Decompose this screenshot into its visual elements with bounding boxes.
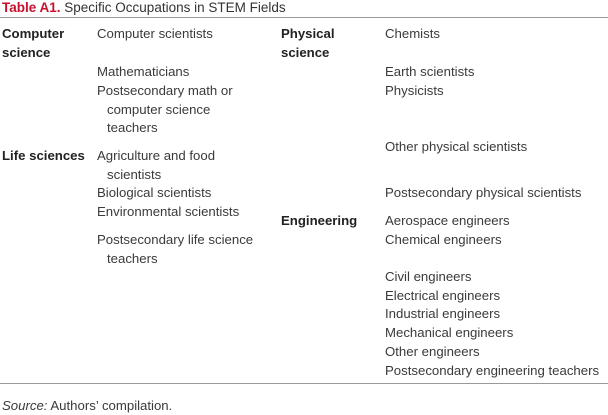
occupation-line: Chemists	[385, 26, 440, 41]
occupation-line: Physicists	[385, 83, 444, 98]
table-title: Specific Occupations in STEM Fields	[64, 0, 286, 15]
occupation-line: scientists	[107, 166, 162, 182]
occupation-line: Other engineers	[385, 344, 480, 359]
occupation-line: computer science	[107, 101, 211, 117]
occupation-line: teachers	[107, 250, 158, 266]
occupation-biological-scientists	[97, 184, 211, 203]
occupation-postsecondary-physical-scientists	[385, 184, 581, 203]
occupation-line: Agriculture and food	[97, 148, 216, 163]
table-top-rule	[0, 17, 608, 18]
occupation-line: Industrial engineers	[385, 306, 501, 321]
group-label-computer-science	[2, 25, 64, 62]
occupation-computer-scientists	[97, 25, 213, 44]
group-label-line: science	[2, 44, 51, 60]
occupation-line: teachers	[107, 120, 158, 135]
occupation-postsecondary-math-cs-teachers	[97, 82, 233, 138]
occupation-mathematicians	[97, 63, 189, 82]
group-label-line: Computer	[2, 26, 65, 41]
table-bottom-rule	[0, 383, 608, 384]
occupation-line: Electrical engineers	[385, 288, 501, 303]
table-number: Table A1.	[2, 0, 61, 15]
occupation-environmental-scientists	[97, 203, 239, 222]
occupation-aerospace-engineers	[385, 212, 510, 231]
occupation-line: Postsecondary life science	[97, 232, 254, 247]
occupation-line: Other physical scientists	[385, 139, 528, 154]
occupation-chemists	[385, 25, 440, 44]
occupation-other-engineers	[385, 343, 480, 362]
occupation-line: Mathematicians	[97, 64, 190, 79]
occupation-postsecondary-engineering-teachers	[385, 362, 599, 381]
occupation-line: Postsecondary math or	[97, 83, 233, 98]
occupation-electrical-engineers	[385, 287, 500, 306]
group-label-physical-science	[281, 25, 335, 62]
group-label-line: Life sciences	[2, 148, 85, 163]
occupation-line: Biological scientists	[97, 185, 212, 200]
occupation-line: Postsecondary engineering teachers	[385, 363, 600, 378]
occupation-line: Computer scientists	[97, 26, 213, 41]
occupation-line: Civil engineers	[385, 269, 472, 284]
group-label-line: Physical	[281, 26, 335, 41]
occupation-physicists	[385, 82, 444, 101]
occupation-other-physical-scientists	[385, 138, 527, 157]
group-label-line: science	[281, 44, 330, 60]
source-text: Authors’ compilation.	[50, 398, 173, 413]
group-label-engineering	[281, 212, 357, 231]
group-label-life-sciences	[2, 147, 85, 166]
group-label-line: Engineering	[281, 213, 358, 228]
occupation-mechanical-engineers	[385, 324, 513, 343]
source-label: Source:	[2, 398, 48, 413]
table-caption	[2, 0, 286, 16]
occupation-line: Mechanical engineers	[385, 325, 514, 340]
source-note	[2, 397, 172, 415]
occupation-industrial-engineers	[385, 305, 500, 324]
occupation-line: Environmental scientists	[97, 204, 240, 219]
occupation-postsecondary-life-science-teachers	[97, 231, 253, 268]
occupation-line: Aerospace engineers	[385, 213, 510, 228]
occupation-line: Chemical engineers	[385, 232, 502, 247]
occupation-line: Postsecondary physical scientists	[385, 185, 582, 200]
occupation-agriculture-food-scientists	[97, 147, 215, 184]
occupation-earth-scientists	[385, 63, 474, 82]
occupation-line: Earth scientists	[385, 64, 475, 79]
occupation-civil-engineers	[385, 268, 472, 287]
occupation-chemical-engineers	[385, 231, 502, 250]
